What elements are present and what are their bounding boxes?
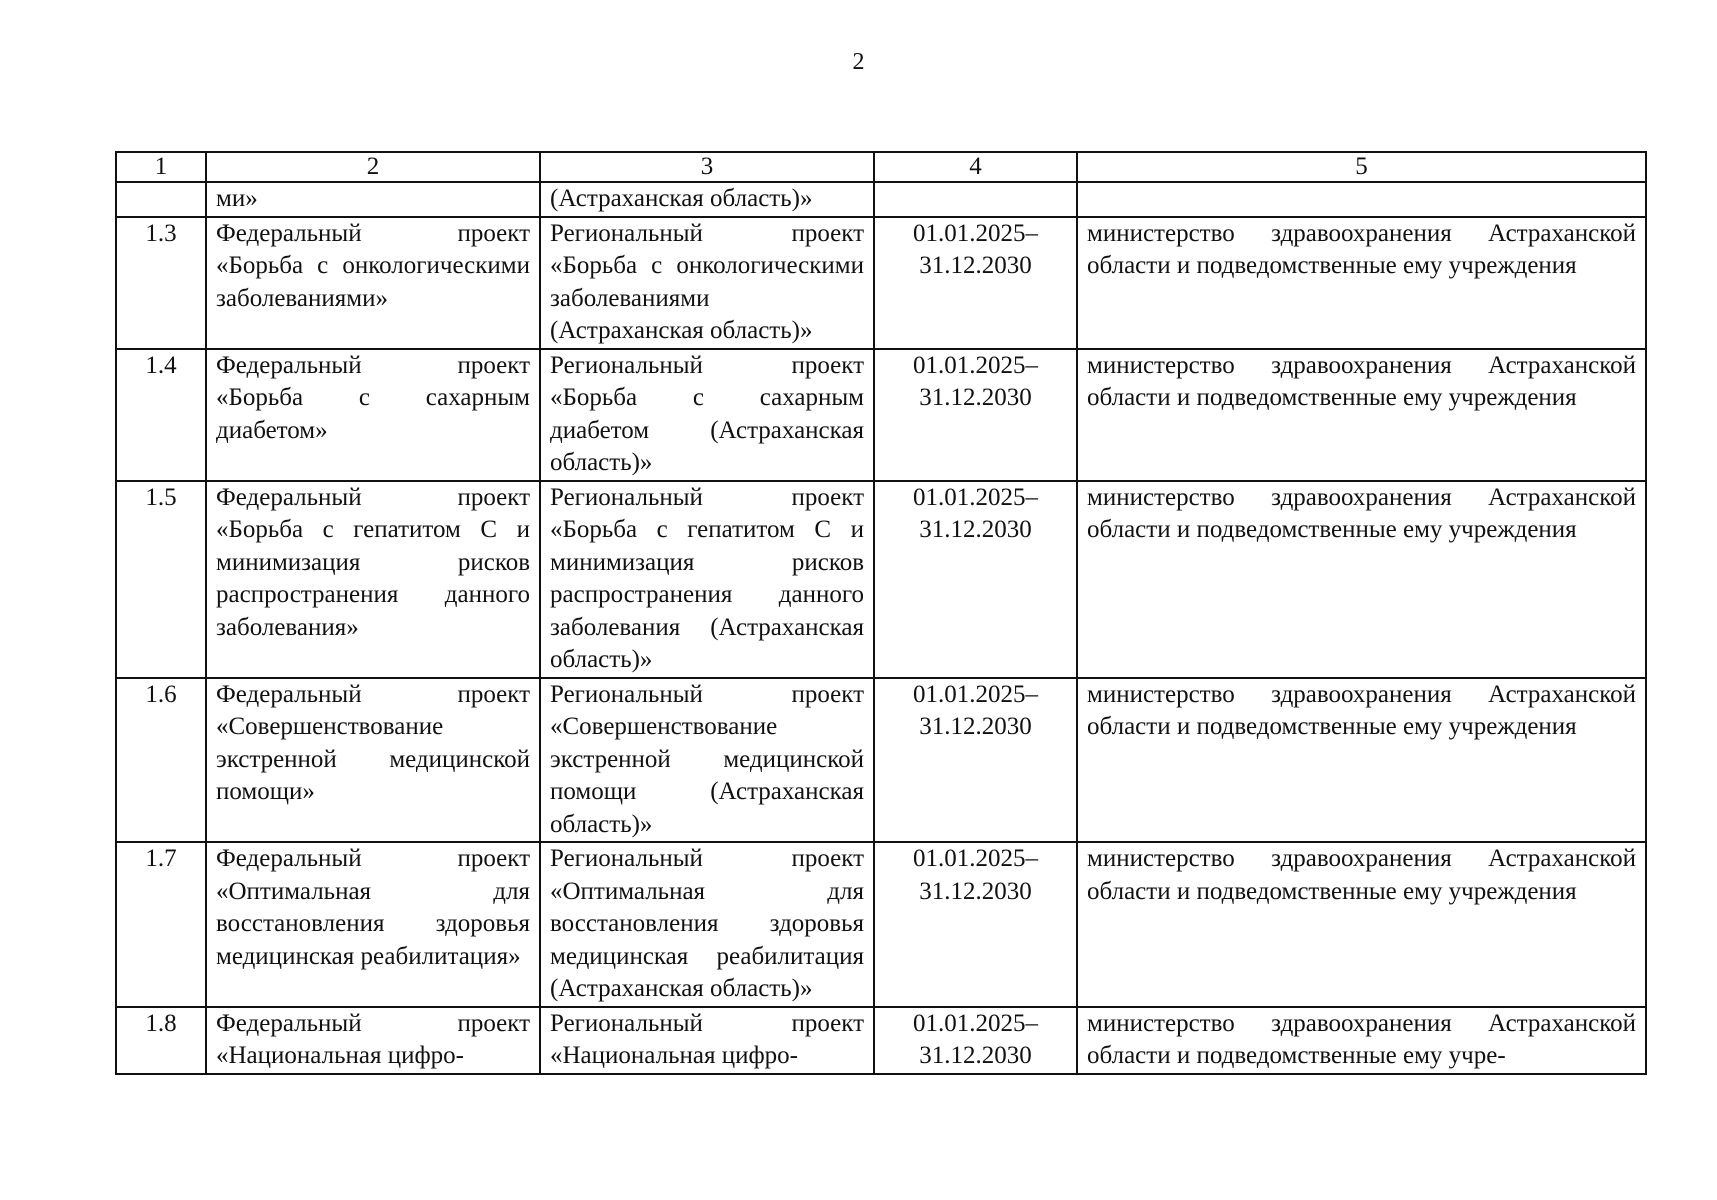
row-number-cell: 1.7: [116, 842, 206, 1007]
row-number-cell: 1.6: [116, 678, 206, 843]
period-cell: 01.01.2025– 31.12.2030: [874, 1007, 1077, 1074]
period-cell: 01.01.2025– 31.12.2030: [874, 481, 1077, 678]
federal-project-cell: Федеральный проект «Национальная цифро-: [206, 1007, 540, 1074]
table-row: [116, 1007, 1646, 1074]
federal-project-cell: Федеральный проект «Борьба с гепатитом С и минимизация рисков распространения данного заболевания»: [206, 481, 540, 678]
regional-project-cell: Региональный проект «Совершенствование экстренной медицинской помощи (Астраханская область)»: [540, 678, 874, 843]
table-row: [116, 481, 1646, 678]
executor-cell: министерство здравоохранения Астраханской области и подведомственные ему учреждения: [1077, 842, 1646, 1007]
column-number-1: 1: [116, 152, 206, 182]
table-row: [116, 678, 1646, 843]
federal-project-cell: Федеральный проект «Борьба с сахарным диабетом»: [206, 349, 540, 481]
executor-cell: министерство здравоохранения Астраханской области и подведомственные ему учре-: [1077, 1007, 1646, 1074]
column-number-3: 3: [540, 152, 874, 182]
page-number: 2: [852, 49, 865, 75]
executor-cell: [1077, 182, 1646, 217]
regional-project-cell: Региональный проект «Борьба с гепатитом С и минимизация рисков распространения данного заболевания (Астраханская область)»: [540, 481, 874, 678]
federal-project-cell: Федеральный проект «Совершенствование экстренной медицинской помощи»: [206, 678, 540, 843]
period-cell: 01.01.2025– 31.12.2030: [874, 217, 1077, 349]
regional-project-cell: Региональный проект «Национальная цифро-: [540, 1007, 874, 1074]
period-cell: 01.01.2025– 31.12.2030: [874, 349, 1077, 481]
regional-project-cell: Региональный проект «Борьба с сахарным диабетом (Астраханская область)»: [540, 349, 874, 481]
column-number-2: 2: [206, 152, 540, 182]
regional-project-cell: Региональный проект «Оптимальная для восстановления здоровья медицинская реабилитация (Астраханская область)»: [540, 842, 874, 1007]
table-row: [116, 217, 1646, 349]
federal-project-cell: ми»: [206, 182, 540, 217]
column-number-5: 5: [1077, 152, 1646, 182]
executor-cell: министерство здравоохранения Астраханской области и подведомственные ему учреждения: [1077, 678, 1646, 843]
federal-project-cell: Федеральный проект «Борьба с онкологическими заболеваниями»: [206, 217, 540, 349]
table-row: [116, 349, 1646, 481]
row-number-cell: 1.4: [116, 349, 206, 481]
continuation-row: [116, 182, 1646, 217]
row-number-cell: 1.3: [116, 217, 206, 349]
row-number-cell: 1.8: [116, 1007, 206, 1074]
period-cell: [874, 182, 1077, 217]
executor-cell: министерство здравоохранения Астраханской области и подведомственные ему учреждения: [1077, 349, 1646, 481]
executor-cell: министерство здравоохранения Астраханской области и подведомственные ему учреждения: [1077, 481, 1646, 678]
column-number-4: 4: [874, 152, 1077, 182]
regional-project-cell: (Астраханская область)»: [540, 182, 874, 217]
regional-project-cell: Региональный проект «Борьба с онкологическими заболеваниями (Астраханская область)»: [540, 217, 874, 349]
table-row: [116, 842, 1646, 1007]
federal-project-cell: Федеральный проект «Оптимальная для восстановления здоровья медицинская реабилитация»: [206, 842, 540, 1007]
column-number-row: [116, 152, 1646, 182]
row-number-cell: [116, 182, 206, 217]
projects-table: [115, 151, 1647, 1075]
period-cell: 01.01.2025– 31.12.2030: [874, 842, 1077, 1007]
row-number-cell: 1.5: [116, 481, 206, 678]
period-cell: 01.01.2025– 31.12.2030: [874, 678, 1077, 843]
executor-cell: министерство здравоохранения Астраханской области и подведомственные ему учреждения: [1077, 217, 1646, 349]
